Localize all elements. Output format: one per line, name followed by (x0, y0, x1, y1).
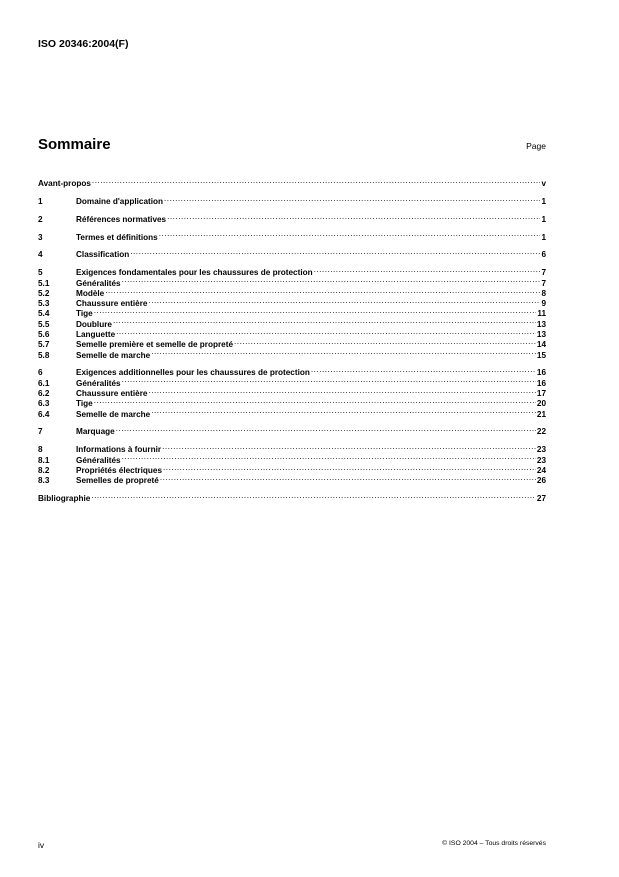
toc-entry-number: 6.4 (38, 409, 50, 419)
toc-dot-leader (151, 406, 536, 416)
toc-dot-leader (159, 229, 541, 239)
toc-entry-label: Modèle (76, 288, 105, 298)
toc-entry-label: Chaussure entière (76, 389, 148, 399)
toc-entry-label: Avant-propos (38, 179, 91, 189)
toc-entry-page: 13 (536, 330, 546, 340)
toc-entry-page: 16 (536, 368, 546, 378)
toc-entry-page: v (541, 179, 546, 189)
toc-entry-label: Propriétés électriques (76, 465, 163, 475)
toc-dot-leader (314, 265, 541, 275)
toc-entry[interactable] (38, 247, 546, 260)
toc-dot-leader (91, 491, 536, 501)
toc-entry[interactable] (38, 442, 546, 455)
document-id: ISO 20346:2004(F) (38, 38, 129, 50)
toc-entry[interactable] (38, 316, 546, 329)
toc-entry-label: Semelle première et semelle de propreté (76, 340, 234, 350)
toc-dot-leader (94, 396, 536, 406)
toc-entry[interactable] (38, 327, 546, 340)
toc-entry[interactable] (38, 424, 546, 437)
toc-dot-leader (122, 375, 536, 385)
toc-entry-label: Tige (76, 399, 93, 409)
toc-dot-leader (151, 347, 536, 357)
toc-entry[interactable] (38, 176, 546, 189)
toc-entry-label: Semelle de marche (76, 350, 151, 360)
toc-entry-label: Doublure (76, 319, 112, 329)
toc-dot-leader (167, 212, 540, 222)
toc-entry-label: Chaussure entière (76, 299, 148, 309)
toc-entry[interactable] (38, 296, 546, 309)
toc-dot-leader (122, 275, 541, 285)
toc-entry-number: 5.1 (38, 278, 50, 288)
toc-dot-leader (130, 247, 540, 257)
toc-entry-number: 8.2 (38, 465, 50, 475)
toc-entry-label: Languette (76, 330, 116, 340)
toc-entry-page: 15 (536, 350, 546, 360)
toc-entry-number: 5.7 (38, 340, 50, 350)
toc-entry-label: Exigences additionnelles pour les chaussures de protection (76, 368, 310, 378)
toc-dot-leader (311, 365, 536, 375)
toc-dot-leader (116, 327, 536, 337)
toc-entry-label: Généralités (76, 455, 121, 465)
toc-dot-leader (234, 337, 536, 347)
toc-entry-number: 5 (38, 268, 43, 278)
toc-entry-page: 22 (536, 427, 546, 437)
toc-entry-page: 24 (536, 465, 546, 475)
toc-entry[interactable] (38, 491, 546, 501)
toc-entry-number: 5.3 (38, 299, 50, 309)
toc-entry-number: 8.3 (38, 476, 50, 486)
toc-entry-number: 7 (38, 427, 43, 437)
toc-entry[interactable] (38, 365, 546, 378)
toc-entry-number: 5.2 (38, 288, 50, 298)
toc-entry-label: Tige (76, 309, 93, 319)
toc-entry-number: 6.2 (38, 389, 50, 399)
toc-entry-page: 23 (536, 455, 546, 465)
toc-entry-page: 11 (537, 309, 546, 319)
toc-entry-page: 1 (541, 232, 546, 242)
toc-dot-leader (113, 316, 536, 326)
toc-entry-number: 6.1 (38, 378, 50, 388)
toc-entry[interactable] (38, 265, 546, 278)
toc-entry-label: Classification (76, 250, 130, 260)
page-number: iv (38, 840, 45, 850)
page-column-label: Page (526, 141, 546, 151)
toc-entry-page: 23 (536, 445, 546, 455)
toc-dot-leader (116, 424, 536, 434)
toc-entry-label: Généralités (76, 378, 121, 388)
toc-entry[interactable] (38, 194, 546, 207)
toc-entry-label: Termes et définitions (76, 232, 158, 242)
toc-entry-number: 5.6 (38, 330, 50, 340)
toc-dot-leader (163, 463, 536, 473)
toc-entry-page: 1 (541, 214, 546, 224)
toc-dot-leader (122, 452, 536, 462)
toc-entry[interactable] (38, 212, 546, 222)
toc-entry-number: 8.1 (38, 455, 50, 465)
toc-entry-page: 1 (541, 197, 546, 207)
toc-entry-number: 5.4 (38, 309, 50, 319)
toc-entry-page: 8 (541, 288, 546, 298)
toc-dot-leader (164, 194, 540, 204)
toc-entry[interactable] (38, 406, 546, 419)
toc-entry[interactable] (38, 306, 546, 319)
toc-entry-page: 14 (536, 340, 546, 350)
toc-entry-page: 16 (536, 378, 546, 388)
toc-dot-leader (160, 473, 536, 483)
contents-header (38, 136, 546, 153)
toc-entry-page: 7 (541, 278, 546, 288)
toc-entry-number: 5.5 (38, 319, 50, 329)
toc-entry-label: Semelle de marche (76, 409, 151, 419)
toc-entry[interactable] (38, 229, 546, 242)
toc-entry-number: 2 (38, 214, 43, 224)
toc-entry[interactable] (38, 286, 546, 296)
toc-entry-number: 3 (38, 232, 43, 242)
toc-entry-page: 26 (536, 476, 546, 486)
toc-dot-leader (94, 306, 537, 316)
toc-entry-page: 27 (536, 493, 546, 503)
toc-entry-page: 6 (541, 250, 546, 260)
toc-entry-label: Informations à fournir (76, 445, 162, 455)
toc-entry-label: Marquage (76, 427, 115, 437)
toc-entry-number: 6 (38, 368, 43, 378)
toc-entry-page: 17 (536, 389, 546, 399)
toc-entry-number: 6.3 (38, 399, 50, 409)
toc-entry-number: 1 (38, 197, 43, 207)
toc-entry-label: Domaine d'application (76, 197, 164, 207)
toc-entry-label: Exigences fondamentales pour les chaussures de protection (76, 268, 313, 278)
toc-entry-label: Généralités (76, 278, 121, 288)
toc-entry-page: 7 (541, 268, 546, 278)
toc-entry-page: 21 (536, 409, 546, 419)
toc-entry[interactable] (38, 396, 546, 409)
toc-dot-leader (105, 286, 540, 296)
contents-title: Sommaire (38, 136, 111, 153)
toc-entry-page: 20 (536, 399, 546, 409)
toc-entry-number: 5.8 (38, 350, 50, 360)
table-of-contents (38, 176, 546, 501)
toc-dot-leader (148, 296, 540, 306)
toc-entry-number: 4 (38, 250, 43, 260)
toc-entry-label: Semelles de propreté (76, 476, 159, 486)
toc-entry-page: 13 (536, 319, 546, 329)
toc-dot-leader (92, 176, 541, 186)
toc-entry-page: 9 (541, 299, 546, 309)
toc-dot-leader (162, 442, 536, 452)
copyright-notice: © ISO 2004 – Tous droits réservés (442, 840, 546, 847)
toc-entry-label: Bibliographie (38, 493, 91, 503)
toc-entry-label: Références normatives (76, 214, 167, 224)
toc-entry-number: 8 (38, 445, 43, 455)
toc-dot-leader (148, 386, 535, 396)
